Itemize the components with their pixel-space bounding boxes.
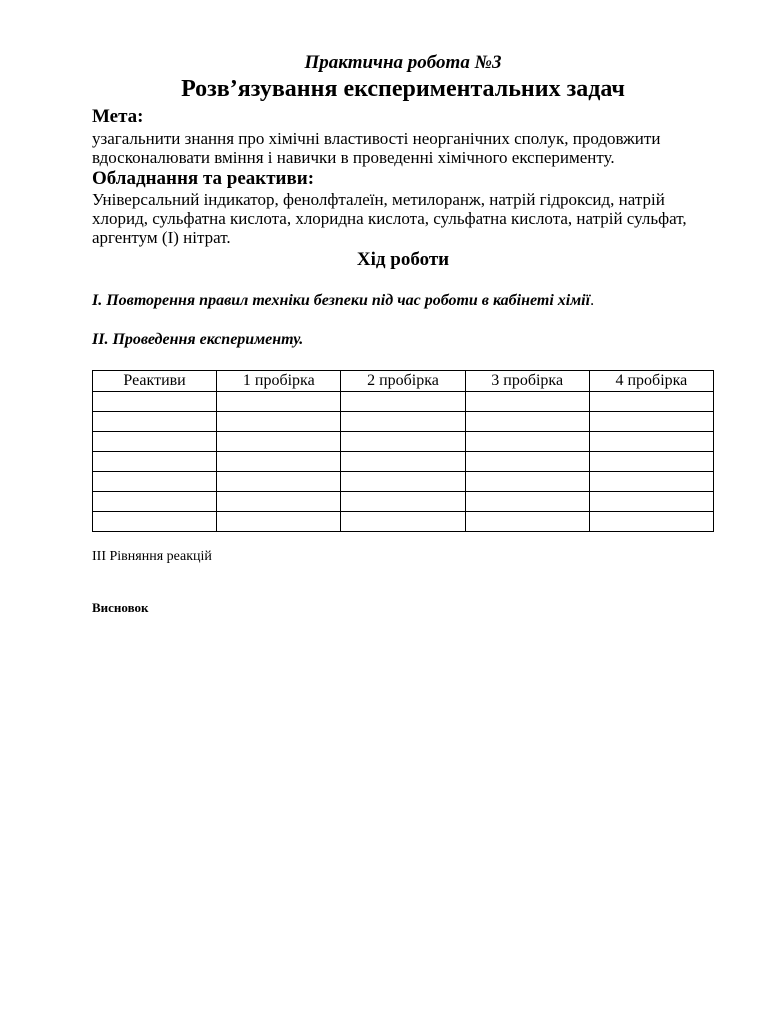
step-safety-period: . [590,292,595,309]
table-cell [341,472,465,492]
table-cell [93,512,217,532]
procedure-heading: Хід роботи [356,249,450,270]
equations-label: ІІІ Рівняння реакцій [92,549,212,564]
table-cell [465,472,589,492]
column-header-tube-3: 3 пробірка [465,371,589,392]
table-cell [217,472,341,492]
table-cell [589,472,713,492]
table-cell [217,452,341,472]
experiment-table [92,370,714,532]
table-cell [217,432,341,452]
table-cell [217,412,341,432]
table-cell [93,452,217,472]
table-cell [93,392,217,412]
table-row [93,452,714,472]
table-cell [217,512,341,532]
work-number: Практична робота №3 [304,52,502,73]
table-cell [93,412,217,432]
table-cell [589,412,713,432]
table-cell [465,432,589,452]
column-header-tube-1: 1 пробірка [217,371,341,392]
table-cell [341,452,465,472]
step-experiment: ІІ. Проведення експерименту. [92,331,304,348]
table-cell [93,432,217,452]
table-cell [217,492,341,512]
table-cell [93,472,217,492]
goal-label: Мета: [92,106,144,127]
table-row [93,472,714,492]
column-header-tube-4: 4 пробірка [589,371,713,392]
table-cell [589,392,713,412]
table-cell [341,492,465,512]
goal-text: узагальнити знання про хімічні властивості неорганічних сполук, продовжити вдосконалювати вміння і навички в проведенні хімічного експерименту. [92,129,661,167]
table-cell [465,512,589,532]
table-header-row [93,371,714,392]
table-cell [589,432,713,452]
table-row [93,512,714,532]
table-body [93,392,714,532]
table-cell [589,492,713,512]
table-row [93,432,714,452]
table-row [93,392,714,412]
table-cell [341,412,465,432]
table-cell [465,452,589,472]
step-safety [92,292,594,310]
column-header-reagents: Реактиви [93,371,217,392]
table-cell [341,432,465,452]
table-cell [341,392,465,412]
conclusion-label: Висновок [92,600,149,615]
table-row [93,492,714,512]
table-cell [589,452,713,472]
table-cell [217,392,341,412]
table-cell [341,512,465,532]
table-cell [465,392,589,412]
equipment-label: Обладнання та реактиви: [92,168,315,189]
table-cell [465,412,589,432]
step-safety-text: І. Повторення правил техніки безпеки під час роботи в кабінеті хімії [92,292,591,309]
table-row [93,412,714,432]
column-header-tube-2: 2 пробірка [341,371,465,392]
table-cell [465,492,589,512]
table-cell [589,512,713,532]
equipment-text: Універсальний індикатор, фенолфталеїн, метилоранж, натрій гідроксид, натрій хлорид, сульфатна кислота, хлоридна кислота, сульфатна кислота, натрій сульфат, аргентум (І) нітрат. [92,190,687,247]
page-title: Розв’язування експериментальних задач [181,76,625,102]
table-cell [93,492,217,512]
